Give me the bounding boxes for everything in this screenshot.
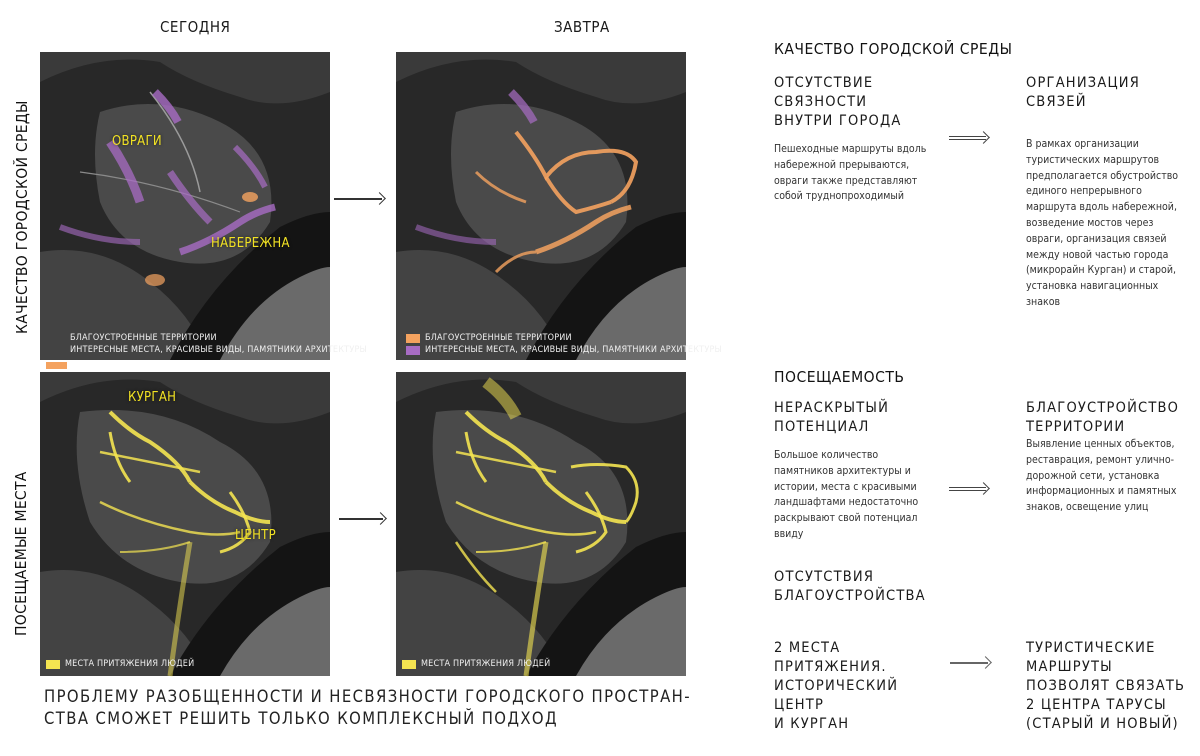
map-today-visited — [40, 372, 330, 676]
arrow-right-icon — [950, 657, 990, 669]
section-title-quality: КАЧЕСТВО ГОРОДСКОЙ СРЕДЫ — [774, 40, 1013, 58]
legend-item-improved: БЛАГОУСТРОЕННЫЕ ТЕРРИТОРИИ — [406, 332, 722, 344]
swatch-improved — [46, 362, 67, 369]
legend-item-improved: БЛАГОУСТРОЕННЫЕ ТЕРРИТОРИИ — [70, 333, 217, 343]
map-tomorrow-visited-graphic — [396, 372, 686, 676]
arrow-right-icon — [334, 193, 384, 205]
column-title-tomorrow: ЗАВТРА — [554, 18, 610, 36]
solution-2-title: БЛАГОУСТРОЙСТВО ТЕРРИТОРИИ — [1026, 400, 1180, 435]
conclusion-line-1: ПРОБЛЕМУ РАЗОБЩЕННОСТИ И НЕСВЯЗНОСТИ ГОРОДСКОГО ПРОСТРАН- — [44, 687, 691, 706]
legend-swatch-interesting — [406, 346, 420, 355]
solution-1-text: В рамках организации туристических маршрутов предполагается обустройство единого непрерывного маршрута вдоль набережной, возведение мостов через овраги, организация связей между новой частью города (микрорайн Курган) и старой, установка навигационных знаков — [1026, 138, 1179, 308]
legend-swatch-attraction — [402, 660, 416, 669]
legend-item-interesting: ИНТЕРЕСНЫЕ МЕСТА, КРАСИВЫЕ ВИДЫ, ПАМЯТНИКИ АРХИТЕКТУРЫ — [70, 345, 367, 355]
map-label-center: ЦЕНТР — [235, 528, 276, 543]
legend-tomorrow-visited — [402, 658, 550, 670]
problem-4-title: 2 МЕСТА ПРИТЯЖЕНИЯ. ИСТОРИЧЕСКИЙ ЦЕНТР И КУРГАН — [774, 640, 899, 732]
solution-1-title: ОРГАНИЗАЦИЯ СВЯЗЕЙ — [1026, 75, 1141, 110]
legend-swatch-improved — [406, 334, 420, 343]
problem-3-title: ОТСУТСТВИЯ БЛАГОУСТРОЙСТВА — [774, 569, 926, 604]
arrow-right-icon — [339, 513, 385, 525]
problem-2-text: Большое количество памятников архитектуры и истории, места с красивыми ландшафтами недостаточно раскрывают свой потенциал ввиду — [774, 449, 919, 540]
legend-today-visited — [46, 658, 194, 670]
problem-1-title: ОТСУТСТВИЕ СВЯЗНОСТИ ВНУТРИ ГОРОДА — [774, 75, 902, 129]
legend-today-quality — [70, 332, 367, 356]
map-today-visited-graphic — [40, 372, 330, 676]
legend-swatch-attraction — [46, 660, 60, 669]
row-title-quality: КАЧЕСТВО ГОРОДСКОЙ СРЕДЫ — [13, 100, 31, 334]
legend-item-interesting: ИНТЕРЕСНЫЕ МЕСТА, КРАСИВЫЕ ВИДЫ, ПАМЯТНИКИ АРХИТЕКТУРЫ — [406, 344, 722, 356]
column-title-today: СЕГОДНЯ — [160, 18, 231, 36]
legend-item-attraction: МЕСТА ПРИТЯЖЕНИЯ ЛЮДЕЙ — [46, 658, 194, 670]
legend-tomorrow-quality — [406, 332, 722, 356]
map-label-embankment: НАБЕРЕЖНА — [211, 236, 290, 251]
map-label-kurgan: КУРГАН — [128, 390, 177, 405]
map-today-quality — [40, 52, 367, 360]
map-today-quality-graphic — [40, 52, 330, 360]
row-title-visited: ПОСЕЩАЕМЫЕ МЕСТА — [12, 471, 30, 636]
problem-1-text: Пешеходные маршруты вдоль набережной прерываются, овраги также представляют собой труднопроходимый — [774, 143, 927, 203]
section-title-visits: ПОСЕЩАЕМОСТЬ — [774, 368, 905, 386]
map-tomorrow-quality-graphic — [396, 52, 686, 360]
map-tomorrow-visited — [396, 372, 686, 676]
solution-2-text: Выявление ценных объектов, реставрация, ремонт улично- дорожной сети, установка информационных и памятных знаков, освещение улиц — [1026, 438, 1177, 514]
double-arrow-icon — [949, 483, 989, 495]
problem-2-title: НЕРАСКРЫТЫЙ ПОТЕНЦИАЛ — [774, 400, 890, 435]
conclusion-line-2: СТВА СМОЖЕТ РЕШИТЬ ТОЛЬКО КОМПЛЕКСНЫЙ ПОДХОД — [44, 709, 559, 728]
legend-item-attraction: МЕСТА ПРИТЯЖЕНИЯ ЛЮДЕЙ — [402, 658, 550, 670]
conclusion-text — [44, 686, 691, 730]
double-arrow-icon — [949, 132, 989, 144]
map-label-ravines: ОВРАГИ — [112, 134, 162, 149]
solution-4-title: ТУРИСТИЧЕСКИЕ МАРШРУТЫ ПОЗВОЛЯТ СВЯЗАТЬ 2 ЦЕНТРА ТАРУСЫ (СТАРЫЙ И НОВЫЙ) — [1026, 640, 1186, 732]
map-tomorrow-quality — [396, 52, 722, 360]
